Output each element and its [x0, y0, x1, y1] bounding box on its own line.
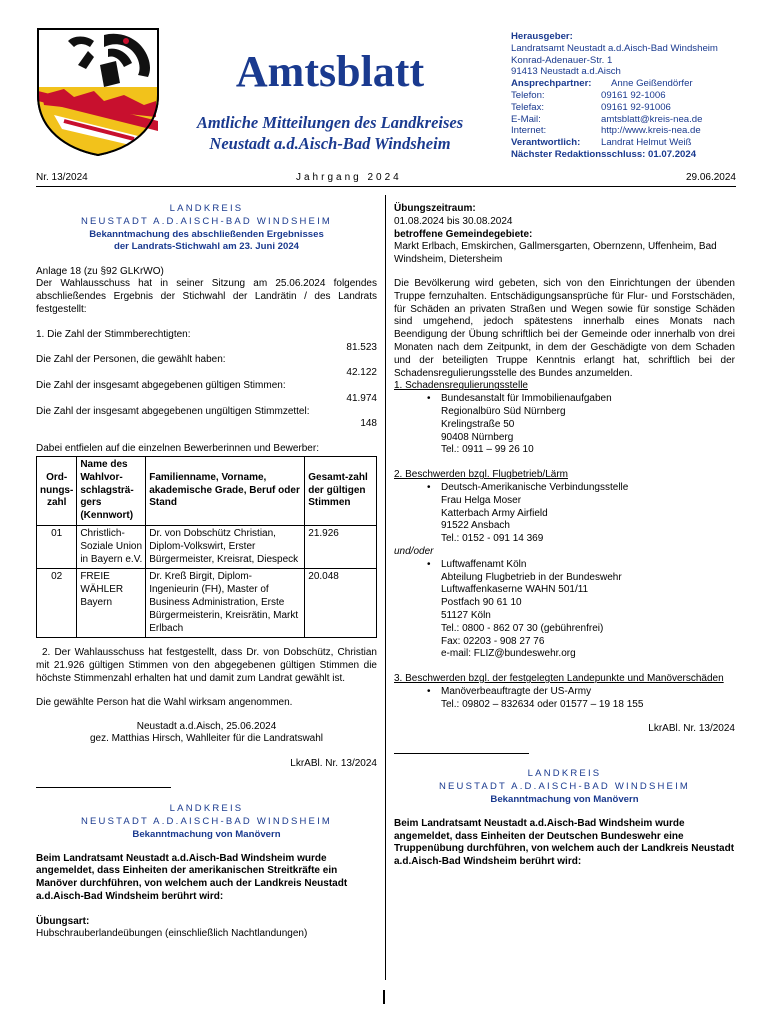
section2b-line1: • Luftwaffenamt Köln — [394, 559, 735, 572]
section1-line1: • Bundesanstalt für Immobilienaufgaben — [394, 393, 735, 406]
section1-line4: 90408 Nürnberg — [441, 431, 514, 443]
section1-line2: Regionalbüro Süd Nürnberg — [441, 405, 566, 417]
responsible-name: Landrat Helmut Weiß — [601, 137, 692, 149]
section2b-line6: Tel.: 0800 - 862 07 30 (gebührenfrei) — [441, 622, 604, 634]
or-text: und/oder — [394, 545, 434, 557]
result-text: 2. Der Wahlausschuss hat festgestellt, dass Dr. von Dobschütz, Christian mit 21.926 gültigen Stimmen von den abgegebenen gültigen Stimmen die höchste Stimmenzahl erhalten hat und damit zum Landrat gewählt ist. — [36, 647, 377, 684]
web-link[interactable]: http://www.kreis-nea.de — [601, 125, 701, 137]
count-label-1: 1. Die Zahl der Stimmberechtigten: — [36, 328, 191, 340]
publisher-street: Konrad-Adenauer-Str. 1 — [511, 54, 613, 66]
left-lk-header: LANDKREIS — [169, 203, 244, 214]
publisher-fax — [511, 102, 761, 114]
right-ref: LkrABl. Nr. 13/2024 — [648, 723, 735, 735]
left-b-intro: Beim Landratsamt Neustadt a.d.Aisch-Bad Windsheim wurde angemeldet, dass Einheiten der amerikanischen Streitkräfte ein Manöver durchführen, von welchem auch der Landkreis Neustadt a.d.Aisch-Bad Windsheim berührt wird: — [36, 852, 348, 902]
header-rule — [36, 186, 736, 187]
email-label: E-Mail: — [511, 113, 541, 125]
section2-title: 2. Beschwerden bzgl. Flugbetrieb/Lärm — [394, 469, 568, 481]
section2b-line5: 51127 Köln — [441, 609, 491, 621]
row-party: FREIE WÄHLER Bayern — [77, 569, 146, 638]
issue-bar — [36, 172, 736, 186]
issue-year: Jahrgang 2024 — [296, 172, 402, 183]
section2b-line7: Fax: 02203 - 908 27 76 — [441, 635, 545, 647]
signature-line: gez. Matthias Hirsch, Wahlleiter für die Landratswahl — [89, 733, 324, 745]
publisher-phone — [511, 90, 761, 102]
section2-line3: Katterbach Army Airfield — [441, 507, 548, 519]
section2-line1: • Deutsch-Amerikanische Verbindungsstelle — [394, 482, 735, 495]
deadline-value: 01.07.2024 — [648, 148, 697, 160]
table-row — [37, 525, 377, 568]
row-votes: 21.926 — [305, 525, 377, 568]
right-b-nea-header: NEUSTADT A.D.AISCH-BAD WINDSHEIM — [438, 781, 691, 793]
right-b-headline: Bekanntmachung von Manövern — [490, 793, 639, 805]
left-ref: LkrABl. Nr. 13/2024 — [290, 758, 377, 770]
left-b-nea-header: NEUSTADT A.D.AISCH-BAD WINDSHEIM — [80, 815, 333, 827]
issue-number: Nr. 13/2024 — [36, 172, 88, 183]
info-text: Die Bevölkerung wird gebeten, sich von den Einrichtungen der übenden Truppe fernzuhalten. Entschädigungsansprüche für Flur- und Forstschäden, für Schäden an privaten Straßen und Wegen sowie für sonstige Schäden sind umgehend, jedoch spätestens innerhalb eines Monats nach Beendigung der Übung schriftlich bei der Gemeinde oder innerhalb von drei Monaten nach dem Zeitpunkt, in dem der Geschädigte von dem Schaden und der beteiligten Truppe Kenntnis erlangt hat, schriftlich bei der Schadensregulierungsstelle des Bundes anzumelden. — [394, 277, 735, 379]
publisher-city: 91413 Neustadt a.d.Aisch — [511, 66, 621, 78]
place-date: Neustadt a.d.Aisch, 25.06.2024 — [136, 720, 277, 732]
publisher-web — [511, 125, 761, 137]
annex-ref: Anlage 18 (zu §92 GLKrWO) — [36, 265, 164, 277]
section2b-line2: Abteilung Flugbetrieb in der Bundeswehr — [441, 571, 622, 583]
row-party: Christlich-Soziale Union in Bayern e.V. — [77, 525, 146, 568]
publisher-org: Landratsamt Neustadt a.d.Aisch-Bad Windsheim — [511, 42, 718, 54]
row-name: Dr. Kreß Birgit, Diplom-Ingenieurin (FH), Master of Business Administration, Erste Bürgermeisterin, Kreisrätin, Markt Erlbach — [146, 569, 305, 638]
count-label-3: Die Zahl der insgesamt abgegebenen gültigen Stimmen: — [36, 379, 286, 391]
munis-value: Markt Erlbach, Emskirchen, Gallmersgarten, Obernzenn, Uffenheim, Bad Windsheim, Dietersheim — [394, 241, 717, 266]
header-name: Familienname, Vorname, akademische Grade, Beruf oder Stand — [146, 456, 305, 525]
left-nea-header: NEUSTADT A.D.AISCH-BAD WINDSHEIM — [80, 215, 333, 227]
publisher-email — [511, 114, 761, 126]
masthead-subtitle-line1: Amtliche Mitteilungen des Landkreises — [196, 113, 464, 132]
right-column — [394, 203, 735, 869]
phone-label: Telefon: — [511, 89, 545, 101]
page-marker — [383, 990, 385, 1004]
web-label: Internet: — [511, 125, 547, 137]
right-b-intro: Beim Landratsamt Neustadt a.d.Aisch-Bad Windsheim wurde angemeldet, dass Einheiten der Deutschen Bundeswehr eine Truppenübung durchführen, von welchem auch der Landkreis Neustadt a.d.Aisch-Bad Windsheim berührt wird: — [394, 817, 735, 868]
separator-rule — [394, 753, 529, 754]
row-votes: 20.048 — [305, 569, 377, 638]
column-divider — [385, 195, 386, 980]
row-nr: 01 — [37, 525, 77, 568]
contact-name: Anne Geißendörfer — [611, 78, 693, 90]
fax-label: Telefax: — [511, 101, 545, 113]
table-header-row — [37, 456, 377, 525]
distribution-text: Dabei entfielen auf die einzelnen Bewerberinnen und Bewerber: — [36, 443, 319, 455]
table-row — [37, 569, 377, 638]
left-column — [36, 203, 377, 941]
masthead-subtitle — [170, 113, 490, 154]
section3-line2: Tel.: 09802 – 832634 oder 01577 – 19 18 155 — [441, 698, 644, 710]
section2b-line3: Luftwaffenkaserne WAHN 501/11 — [441, 584, 589, 596]
accepted-text: Die gewählte Person hat die Wahl wirksam angenommen. — [36, 696, 293, 708]
publisher-responsible — [511, 137, 761, 149]
count-value-4: 148 — [360, 418, 377, 430]
section1-title: 1. Schadensregulierungsstelle — [394, 380, 528, 392]
left-headline2: der Landrats-Stichwahl am 23. Juni 2024 — [113, 240, 299, 252]
contact-label: Ansprechpartner: — [511, 78, 592, 90]
section3-line1: • Manöverbeauftragte der US-Army — [394, 686, 735, 699]
county-crest-logo — [34, 25, 162, 157]
section2b-line8: e-mail: FLIZ@bundeswehr.org — [441, 648, 576, 660]
publisher-contact — [511, 78, 761, 90]
right-b-lk-header: LANDKREIS — [527, 768, 602, 780]
left-b-lk-header: LANDKREIS — [169, 802, 244, 814]
email-link[interactable]: amtsblatt@kreis-nea.de — [601, 113, 703, 125]
section1-line5: Tel.: 0911 – 99 26 10 — [441, 444, 534, 456]
section1-line3: Krelingstraße 50 — [441, 418, 515, 430]
header-votes: Gesamt-zahl der gültigen Stimmen — [305, 456, 377, 525]
period-label: Übungszeitraum: — [394, 203, 476, 214]
header-party: Name des Wahlvor-schlagsträ-gers (Kennwort) — [77, 456, 146, 525]
left-headline1: Bekanntmachung des abschließenden Ergebnisses — [89, 228, 324, 240]
period-value: 01.08.2024 bis 30.08.2024 — [394, 215, 513, 227]
section2-line4: 91522 Ansbach — [441, 520, 510, 532]
left-b-type-label: Übungsart: — [36, 915, 90, 927]
section3-title: 3. Beschwerden bzgl. der festgelegten Landepunkte und Manöverschäden — [394, 673, 724, 685]
deadline-label: Nächster Redaktionsschluss: — [511, 148, 646, 160]
count-label-2: Die Zahl der Personen, die gewählt haben: — [36, 354, 226, 366]
header-nr: Ord-nungs-zahl — [37, 456, 77, 525]
masthead-subtitle-line2: Neustadt a.d.Aisch-Bad Windsheim — [209, 133, 451, 153]
count-value-3: 41.974 — [346, 392, 377, 404]
section2b-line4: Postfach 90 61 10 — [441, 597, 522, 609]
publisher-deadline — [511, 149, 761, 161]
count-label-4: Die Zahl der insgesamt abgegebenen ungültigen Stimmzettel: — [36, 405, 310, 417]
left-b-type: Hubschrauberlandeübungen (einschließlich Nachtlandungen) — [36, 928, 308, 940]
section2-line5: Tel.: 0152 - 091 14 369 — [441, 533, 544, 545]
count-value-1: 81.523 — [346, 341, 377, 353]
left-b-headline: Bekanntmachung von Manövern — [132, 828, 281, 840]
separator-rule — [36, 787, 171, 788]
issue-date: 29.06.2024 — [685, 172, 736, 183]
fax-value: 09161 92-91006 — [601, 101, 671, 113]
phone-value: 09161 92-1006 — [601, 89, 666, 101]
publisher-block — [511, 31, 761, 161]
row-nr: 02 — [37, 569, 77, 638]
responsible-label: Verantwortlich: — [511, 137, 581, 149]
masthead-title: Amtsblatt — [235, 47, 425, 96]
row-name: Dr. von Dobschütz Christian, Diplom-Volkswirt, Erster Bürgermeister, Kreisrat, Diespeck — [146, 525, 305, 568]
section2-line2: Frau Helga Moser — [441, 494, 522, 506]
candidates-table — [36, 456, 377, 638]
intro-text: Der Wahlausschuss hat in seiner Sitzung am 25.06.2024 folgendes abschließendes Ergebnis der Stichwahl der Landrätin / des Landrats festgestellt: — [36, 278, 377, 315]
count-value-2: 42.122 — [346, 367, 377, 379]
publisher-heading: Herausgeber: — [511, 31, 573, 42]
munis-label: betroffene Gemeindegebiete: — [394, 228, 533, 240]
